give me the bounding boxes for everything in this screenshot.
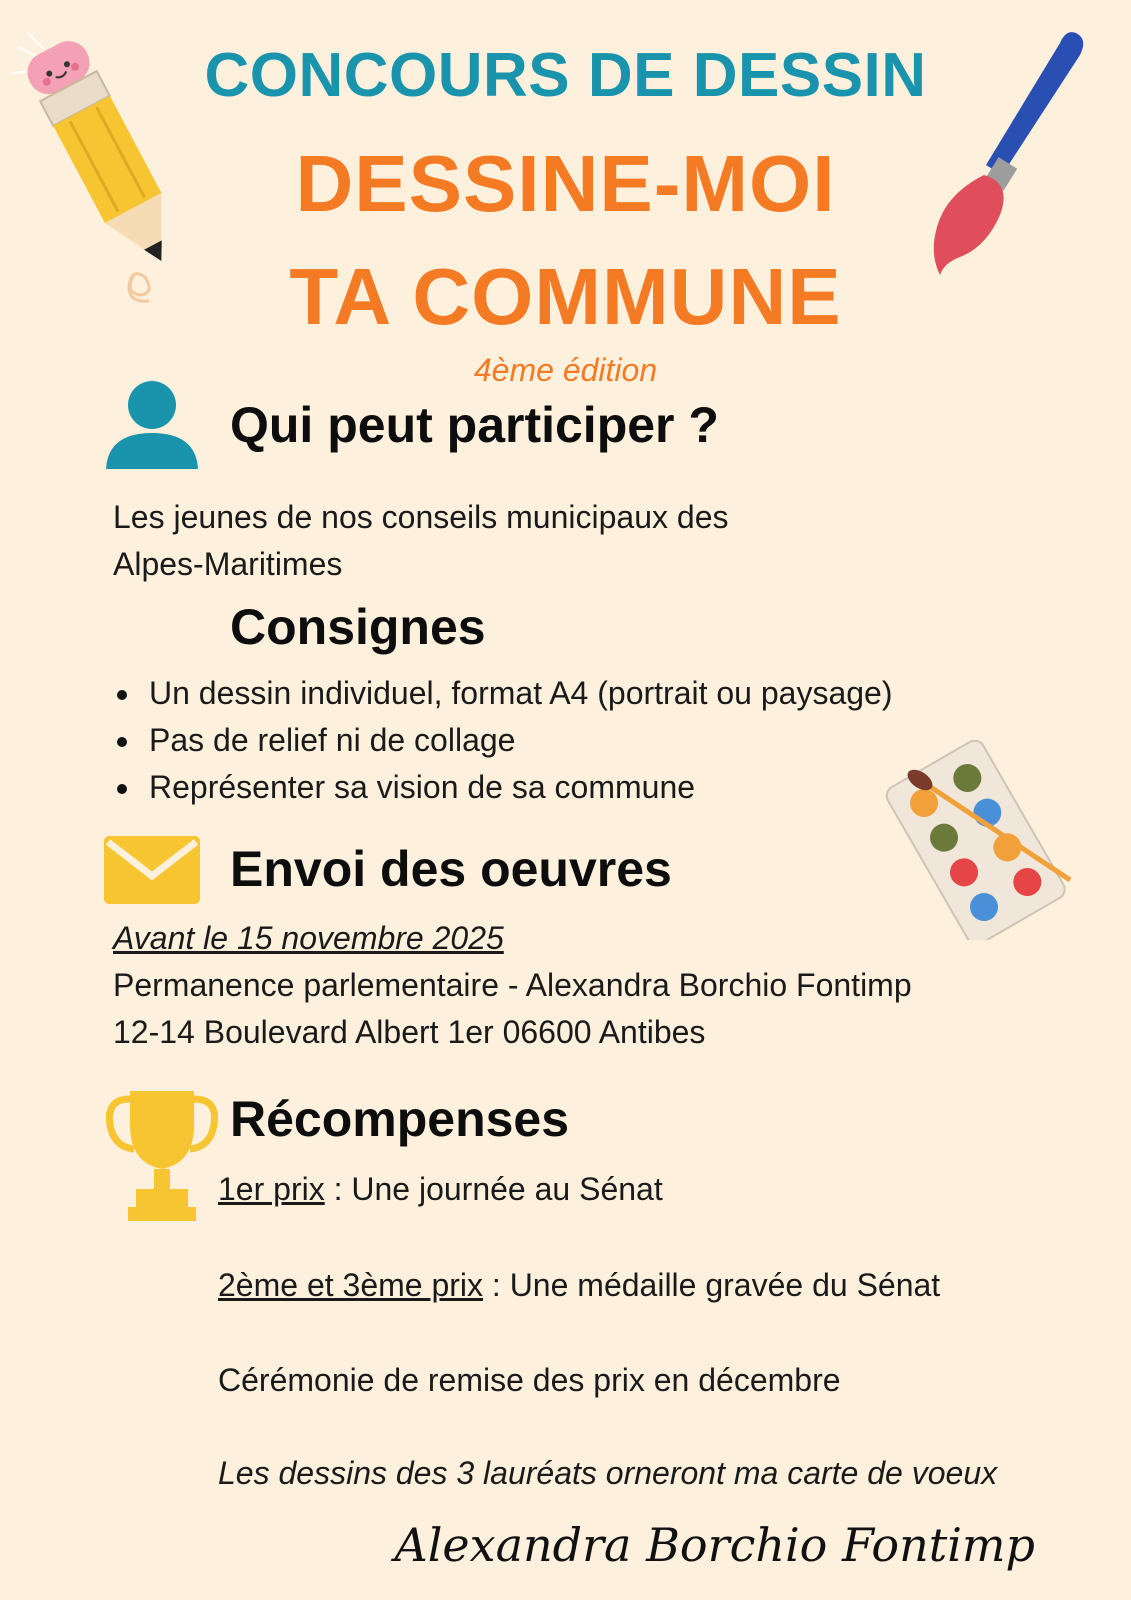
watercolor-palette-illustration <box>880 740 1080 940</box>
prize1-line <box>218 1166 663 1213</box>
person-icon <box>104 377 200 473</box>
prize23-line <box>218 1262 940 1309</box>
submission-details <box>113 915 912 1056</box>
contest-title-line2: TA COMMUNE <box>289 252 842 341</box>
address-line1: Permanence parlementaire - Alexandra Borchio Fontimp <box>113 967 912 1003</box>
edition-label: 4ème édition <box>473 352 658 388</box>
address-line2: 12-14 Boulevard Albert 1er 06600 Antibes <box>113 1014 706 1050</box>
participants-line1: Les jeunes de nos conseils municipaux des <box>113 499 729 535</box>
prize1-text: : Une journée au Sénat <box>324 1171 663 1207</box>
participants-line2: Alpes-Maritimes <box>113 546 343 582</box>
rules-heading: Consignes <box>230 599 486 655</box>
envelope-icon <box>104 836 200 904</box>
submission-heading: Envoi des oeuvres <box>230 841 672 897</box>
greeting-card-note: Les dessins des 3 lauréats orneront ma carte de voeux <box>218 1455 998 1491</box>
deadline-text: Avant le 15 novembre 2025 <box>113 920 504 956</box>
contest-title-line1: DESSINE-MOI <box>295 139 836 228</box>
rewards-heading: Récompenses <box>230 1091 570 1147</box>
participants-heading: Qui peut participer ? <box>230 397 719 453</box>
participants-text <box>113 494 728 588</box>
ceremony-text: Cérémonie de remise des prix en décembre <box>218 1362 841 1398</box>
rule-item: Un dessin individuel, format A4 (portrait ou paysage) <box>113 670 893 717</box>
rules-list <box>113 670 893 811</box>
rule-item: Représenter sa vision de sa commune <box>113 764 893 811</box>
prize23-text: : Une médaille gravée du Sénat <box>483 1267 941 1303</box>
prize23-label: 2ème et 3ème prix <box>218 1267 484 1303</box>
prize1-label: 1er prix <box>218 1171 325 1207</box>
signature: Alexandra Borchio Fontimp <box>394 1518 1035 1572</box>
rule-item: Pas de relief ni de collage <box>113 717 893 764</box>
trophy-icon <box>104 1085 220 1227</box>
contest-kicker: CONCOURS DE DESSIN <box>204 41 927 110</box>
